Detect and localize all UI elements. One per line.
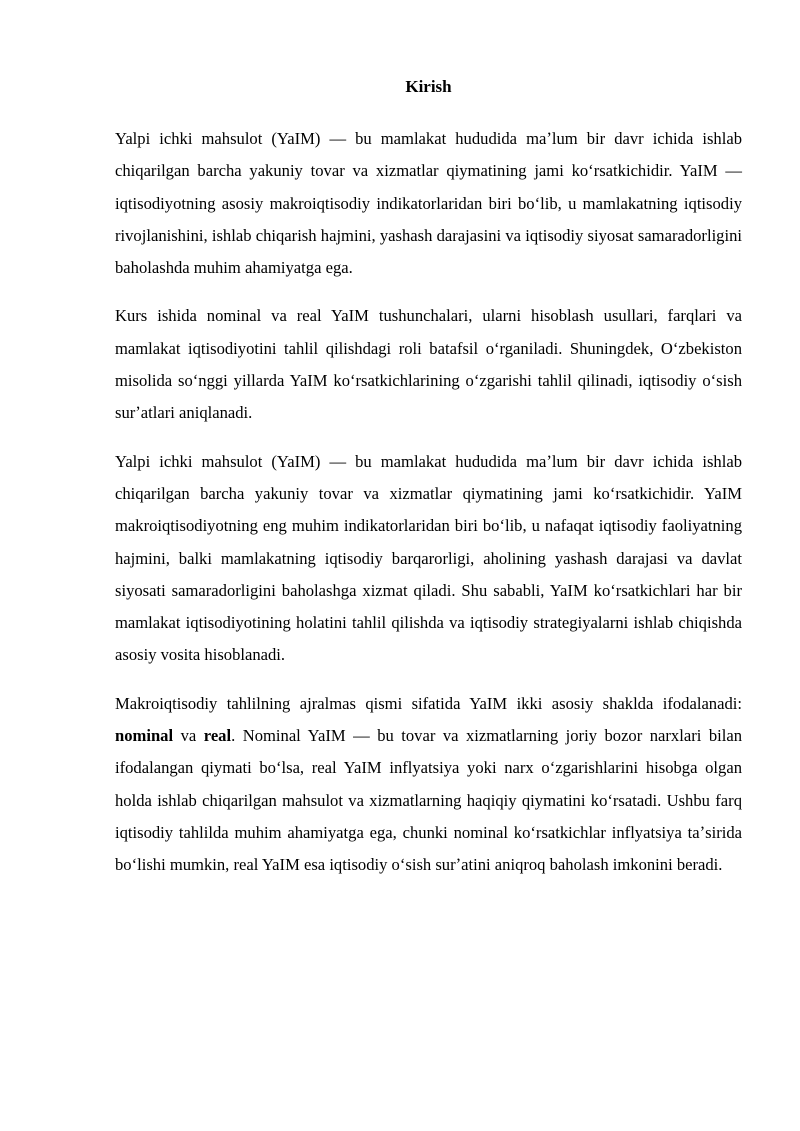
paragraph-3: Yalpi ichki mahsulot (YaIM) — bu mamlakat hududida maʼlum bir davr ichida ishlab chiqarilgan barcha yakuniy tovar va xizmatlar qiymatining jami koʻrsatkichidir. YaIM makroiqtisodiyotning eng muhim indikatorlaridan biri boʻlib, u nafaqat iqtisodiy faoliyatning hajmini, balki mamlakatning iqtisodiy barqarorligi, aholining yashash darajasi va davlat siyosati samaradorligini baholashga xizmat qiladi. Shu sababli, YaIM koʻrsatkichlari har bir mamlakat iqtisodiyotining holatini tahlil qilishda va iqtisodiy strategiyalarni ishlab chiqishda asosiy vosita hisoblanadi. bbox=[115, 451, 742, 665]
page-title: Kirish bbox=[405, 77, 452, 96]
paragraph-4-text-a: Makroiqtisodiy tahlilning ajralmas qismi sifatida YaIM ikki asosiy shaklda ifodalanadi: bbox=[115, 693, 742, 713]
bold-term-nominal: nominal bbox=[115, 726, 174, 746]
bold-term-real: real bbox=[203, 726, 232, 746]
paragraph-1: Yalpi ichki mahsulot (YaIM) — bu mamlakat hududida maʼlum bir davr ichida ishlab chiqarilgan barcha yakuniy tovar va xizmatlar qiymatining jami koʻrsatkichidir. YaIM — iqtisodiyotning asosiy makroiqtisodiy indikatorlaridan biri boʻlib, u mamlakatning iqtisodiy rivojlanishini, ishlab chiqarish hajmini, yashash darajasini va iqtisodiy siyosat samaradorligini baholashda muhim ahamiyatga ega. bbox=[115, 129, 742, 278]
paragraph-4-text-b: va bbox=[173, 726, 204, 746]
paragraph-2: Kurs ishida nominal va real YaIM tushunchalari, ularni hisoblash usullari, farqlari va mamlakat iqtisodiyotini tahlil qilishdagi roli batafsil oʻrganiladi. Shuningdek, Oʻzbekiston misolida soʻnggi yillarda YaIM koʻrsatkichlarining oʻzgarishi tahlil qilinadi, iqtisodiy oʻsish surʼatlari aniqlanadi. bbox=[115, 306, 742, 423]
paragraph-4 bbox=[115, 688, 742, 882]
paragraph-4-text-c: . Nominal YaIM — bu tovar va xizmatlarning joriy bozor narxlari bilan ifodalangan qiymati boʻlsa, real YaIM inflyatsiya yoki narx oʻzgarishlarini hisobga olgan holda ishlab chiqarilgan mahsulot va xizmatlarning haqiqiy qiymatini koʻrsatadi. Ushbu farq iqtisodiy tahlilda muhim ahamiyatga ega, chunki nominal koʻrsatkichlar inflyatsiya taʼsirida boʻlishi mumkin, real YaIM esa iqtisodiy oʻsish surʼatini aniqroq baholash imkonini beradi. bbox=[115, 726, 742, 875]
